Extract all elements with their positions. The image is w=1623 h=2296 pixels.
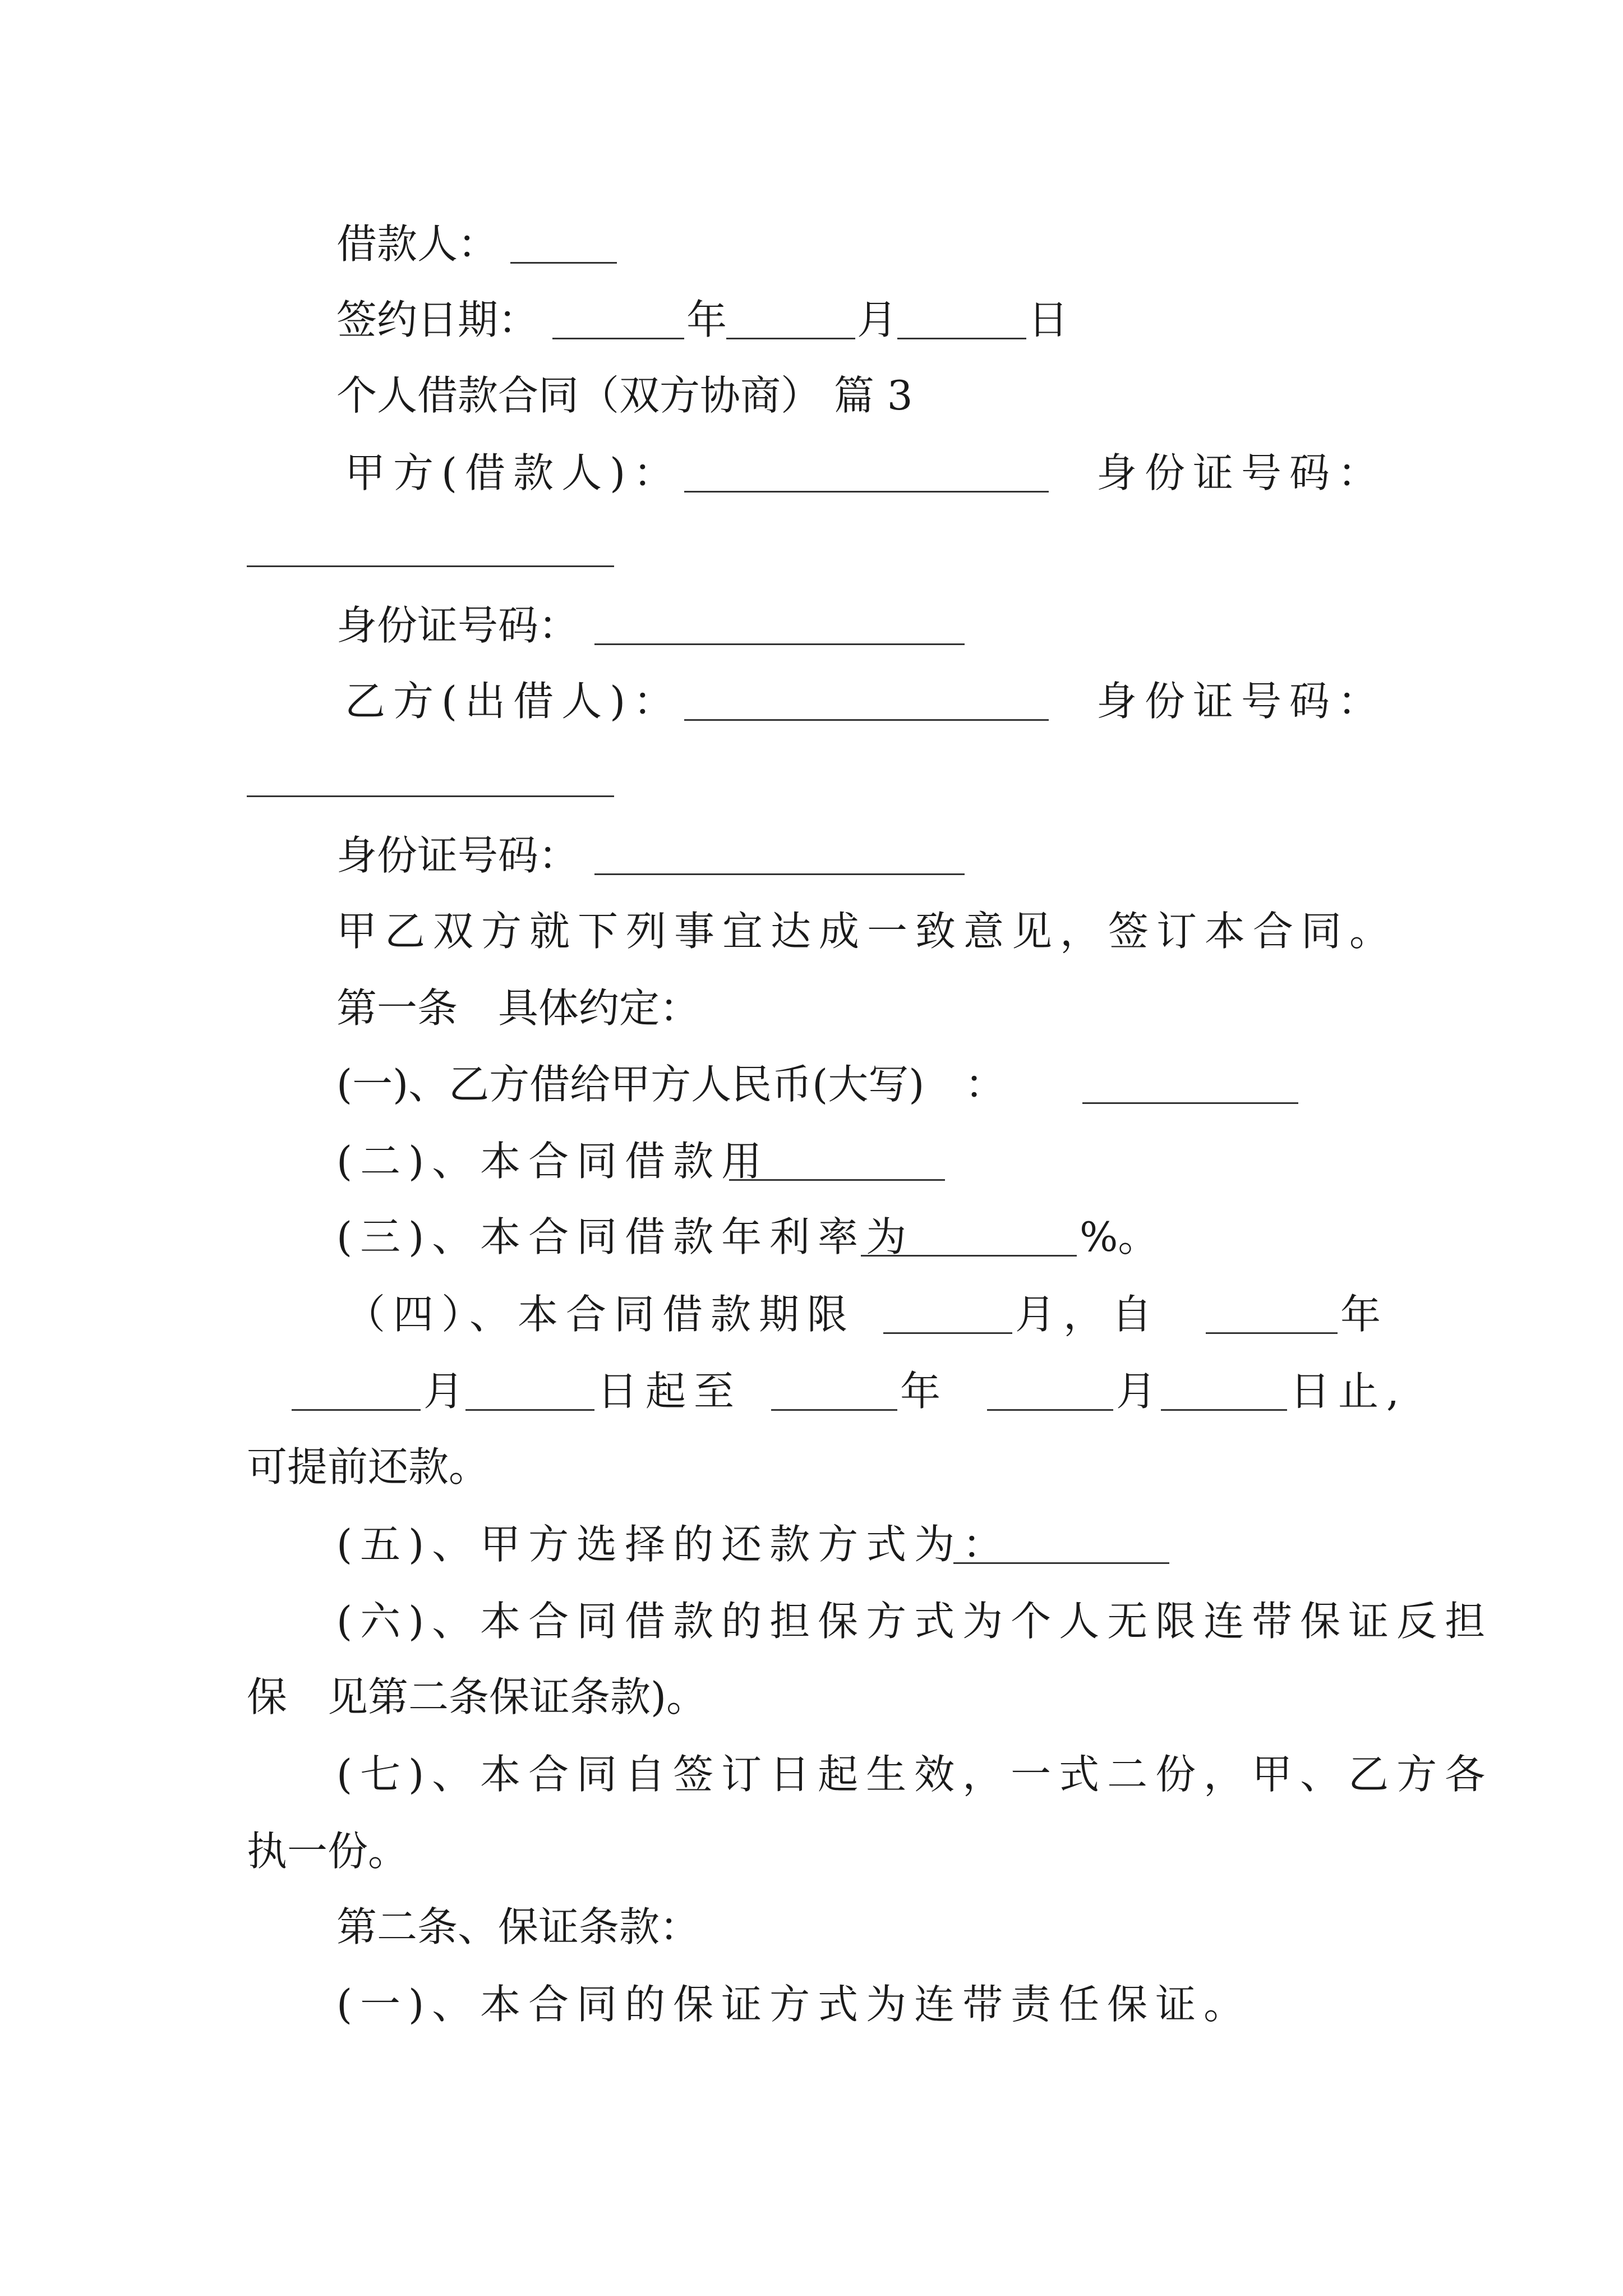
borrower-label: 借款人：	[336, 220, 499, 268]
end-year-label: 年	[900, 1368, 941, 1415]
clause-1-5: (五)、甲方选择的还款方式为：	[336, 1521, 1011, 1568]
clause-1-6-cont: 保 见第二条保证条款)。	[247, 1673, 707, 1720]
start-day-blank	[465, 1409, 594, 1411]
id-number-blank-1	[594, 643, 965, 645]
party-a-name-blank	[684, 491, 1049, 493]
day-blank	[897, 338, 1026, 339]
clause-1-4: （四）、本合同借款期限	[345, 1291, 856, 1338]
clause-1-7: (七)、本合同自签订日起生效，一式二份，甲、乙方各	[336, 1751, 1493, 1798]
start-year-blank	[1206, 1332, 1338, 1334]
party-b-name-blank	[684, 719, 1049, 721]
agreement-intro: 甲乙双方就下列事宜达成一致意见，签订本合同。	[336, 908, 1398, 955]
end-year-blank	[771, 1409, 897, 1411]
clause-2-1: (一)、本合同的保证方式为连带责任保证。	[336, 1981, 1252, 2028]
party-a-id-blank	[247, 565, 614, 567]
id-number-label-1: 身份证号码：	[336, 602, 579, 649]
percent-sign: %。	[1080, 1213, 1159, 1260]
year-label: 年	[686, 296, 727, 343]
start-month-label: 月	[423, 1368, 464, 1415]
party-b-id-label: 身份证号码：	[1096, 678, 1386, 725]
section-heading: 个人借款合同（双方协商） 篇 3	[336, 372, 913, 419]
months-from-label: 月，自	[1015, 1291, 1160, 1338]
party-a-label: 甲方(借款人)：	[345, 449, 682, 496]
day-label: 日	[1028, 296, 1069, 343]
clause-1-3: (三)、本合同借款年利率为	[336, 1213, 915, 1260]
end-day-blank	[1161, 1409, 1287, 1411]
clause-1-2: (二)、本合同借款用	[336, 1138, 770, 1185]
start-day-to-label: 日起至	[597, 1368, 743, 1415]
early-repayment: 可提前还款。	[247, 1443, 490, 1490]
end-month-label: 月	[1116, 1368, 1157, 1415]
end-day-label: 日止,	[1290, 1368, 1407, 1415]
loan-purpose-blank	[729, 1179, 945, 1181]
interest-rate-blank	[861, 1255, 1077, 1257]
loan-term-months-blank	[883, 1332, 1012, 1334]
party-b-id-blank	[247, 795, 614, 797]
month-blank	[726, 338, 855, 339]
party-a-id-label: 身份证号码：	[1096, 449, 1386, 496]
id-number-blank-2	[594, 873, 965, 875]
loan-amount-blank	[1082, 1102, 1298, 1104]
id-number-label-2: 身份证号码：	[336, 832, 579, 879]
year-blank	[552, 338, 684, 339]
signing-date-label: 签约日期：	[336, 296, 539, 343]
start-month-blank	[292, 1409, 421, 1411]
article-1-heading: 第一条 具体约定：	[336, 984, 700, 1032]
month-label: 月	[857, 296, 898, 343]
clause-1-7-cont: 执一份。	[247, 1828, 409, 1875]
borrower-blank	[510, 262, 617, 264]
repayment-method-blank	[953, 1562, 1169, 1564]
clause-1-1: (一)、乙方借给甲方人民币(大写) ：	[336, 1061, 1006, 1108]
article-2-heading: 第二条、保证条款：	[336, 1903, 700, 1950]
start-year-label: 年	[1340, 1291, 1381, 1338]
clause-1-6: (六)、本合同借款的担保方式为个人无限连带保证反担	[336, 1598, 1493, 1645]
party-b-label: 乙方(出借人)：	[345, 678, 682, 725]
end-month-blank	[987, 1409, 1113, 1411]
